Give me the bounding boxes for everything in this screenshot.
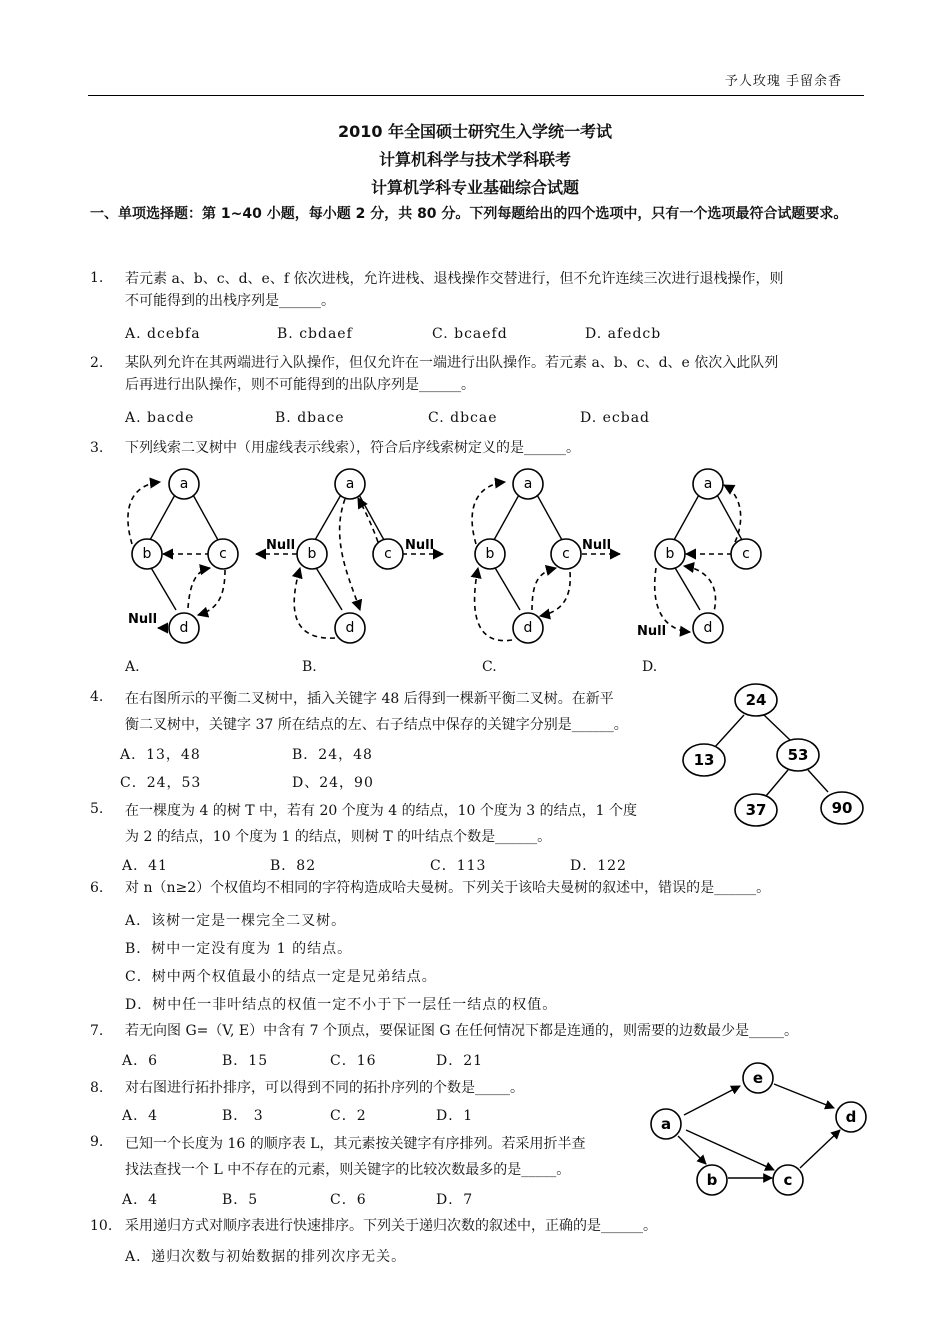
null-label: Null (266, 538, 296, 553)
option: A．41 (122, 858, 168, 874)
option: C. dbcae (428, 410, 498, 426)
option: C．113 (430, 858, 487, 874)
option: A．13，48 (120, 747, 201, 763)
null-label: Null (128, 612, 158, 627)
option: B．82 (270, 858, 317, 874)
question-line: 对 n（n≥2）个权值均不相同的字符构造成哈夫曼树。下列关于该哈夫曼树的叙述中，错误的是______。 (125, 880, 771, 896)
option: A．递归次数与初始数据的排列次序无关。 (125, 1249, 407, 1265)
tree-node: c (384, 546, 392, 562)
tree-node: b (142, 546, 152, 562)
option: A．6 (122, 1053, 159, 1069)
question-line: 后再进行出队操作，则不可能得到的出队序列是______。 (125, 377, 475, 393)
tree-node: d (523, 620, 533, 636)
question-line: 在右图所示的平衡二叉树中，插入关键字 48 后得到一棵新平衡二叉树。在新平 (125, 691, 614, 707)
question-line: 下列线索二叉树中（用虚线表示线索），符合后序线索树定义的是______。 (125, 440, 580, 456)
option: C．2 (330, 1108, 367, 1124)
option: A. bacde (125, 410, 195, 426)
option: C．树中两个权值最小的结点一定是兄弟结点。 (125, 969, 437, 985)
tree-node: c (562, 546, 570, 562)
option: D. afedcb (585, 326, 662, 342)
tree-node: d (703, 620, 713, 636)
question-line: 衡二叉树中，关键字 37 所在结点的左、右子结点中保存的关键字分别是______。 (125, 717, 628, 733)
option: B．15 (222, 1053, 269, 1069)
question-line: 不可能得到的出栈序列是______。 (125, 293, 335, 309)
option: A．4 (122, 1108, 159, 1124)
exam-paper-title: 计算机学科专业基础综合试题 (370, 178, 579, 197)
question-number: 9. (90, 1134, 104, 1150)
avl-node: 13 (693, 751, 715, 769)
question-text (125, 1020, 865, 1042)
question-line: 已知一个长度为 16 的顺序表 L，其元素按关键字有序排列。若采用折半查 (125, 1136, 586, 1152)
null-label: Null (582, 538, 612, 553)
option: A．该树一定是一棵完全二叉树。 (125, 913, 347, 929)
avl-tree-figure (680, 680, 880, 830)
null-label: Null (405, 538, 435, 553)
tree-c (472, 469, 620, 643)
question-number: 1. (90, 270, 104, 286)
section-heading: 一、单项选择题：第 1~40 小题，每小题 2 分，共 80 分。下列每题给出的四个选项中，只有一个选项最符合试题要求。 (90, 206, 848, 222)
question-line: 若无向图 G=（V, E）中含有 7 个顶点，要保证图 G 在任何情况下都是连通的，则需要的边数最少是_____。 (125, 1023, 799, 1039)
tree-node: d (179, 620, 189, 636)
exam-subtitle: 计算机科学与技术学科联考 (378, 150, 571, 169)
question-text (125, 1077, 625, 1099)
question-line: 为 2 的结点，10 个度为 1 的结点，则树 T 的叶结点个数是______。 (125, 829, 552, 845)
option: B．24，48 (292, 747, 373, 763)
option: D．122 (570, 858, 627, 874)
option: C. bcaefd (432, 326, 508, 342)
option: D．1 (436, 1108, 474, 1124)
threaded-trees-figure (0, 460, 950, 680)
avl-node: 53 (787, 746, 809, 764)
dag-node: c (783, 1171, 793, 1189)
avl-node: 90 (831, 799, 853, 817)
option: B．5 (222, 1192, 259, 1208)
tree-node: c (219, 546, 227, 562)
question-number: 4. (90, 689, 104, 705)
option: D. ecbad (580, 410, 651, 426)
null-label: Null (637, 624, 667, 639)
question-number: 2. (90, 355, 104, 371)
question-text (125, 437, 865, 459)
question-line: 对右图进行拓扑排序，可以得到不同的拓扑序列的个数是_____。 (125, 1080, 524, 1096)
dag-figure (648, 1060, 878, 1200)
question-text (125, 352, 865, 396)
question-line: 找法查找一个 L 中不存在的元素，则关键字的比较次数最多的是_____。 (125, 1162, 571, 1178)
option: B． 3 (222, 1108, 264, 1124)
question-text (125, 686, 685, 738)
option: D．7 (436, 1192, 474, 1208)
tree-a (128, 469, 238, 643)
tree-node: b (665, 546, 675, 562)
option: B. cbdaef (277, 326, 353, 342)
tree-node: a (523, 476, 533, 492)
option: A. dcebfa (125, 326, 201, 342)
option: B. dbace (275, 410, 345, 426)
header-rule (88, 95, 864, 96)
question-text (125, 268, 865, 312)
figure-label: B. (302, 659, 317, 675)
option: C．24，53 (120, 775, 202, 791)
question-text (125, 1215, 865, 1237)
tree-node: a (345, 476, 355, 492)
question-line: 采用递归方式对顺序表进行快速排序。下列关于递归次数的叙述中，正确的是______。 (125, 1218, 657, 1234)
tree-node: a (703, 476, 713, 492)
dag-node: a (660, 1115, 672, 1133)
question-number: 8. (90, 1080, 104, 1096)
question-number: 6. (90, 880, 104, 896)
figure-label: D. (642, 659, 658, 675)
question-number: 3. (90, 440, 104, 456)
tree-node: c (742, 546, 750, 562)
header-note: 予人玫瑰 手留余香 (724, 74, 842, 89)
figure-label: C. (482, 659, 497, 675)
option: C．6 (330, 1192, 367, 1208)
avl-node: 24 (745, 691, 767, 709)
option: B．树中一定没有度为 1 的结点。 (125, 941, 353, 957)
avl-node: 37 (745, 801, 767, 819)
tree-node: b (485, 546, 495, 562)
figure-label: A. (125, 659, 140, 675)
exam-title: 2010 年全国硕士研究生入学统一考试 (337, 122, 613, 141)
dag-node: b (706, 1171, 718, 1189)
tree-node: b (307, 546, 317, 562)
question-line: 若元素 a、b、c、d、e、f 依次进栈，允许进栈、退栈操作交替进行，但不允许连续三次进行退栈操作，则 (125, 271, 784, 287)
option: A．4 (122, 1192, 159, 1208)
dag-node: d (845, 1108, 857, 1126)
question-text (125, 877, 865, 899)
dag-node: e (752, 1069, 764, 1087)
question-number: 7. (90, 1023, 104, 1039)
tree-d (637, 469, 761, 643)
tree-b (256, 469, 443, 643)
option: C．16 (330, 1053, 377, 1069)
question-line: 某队列允许在其两端进行入队操作，但仅允许在一端进行出队操作。若元素 a、b、c、d、e 依次入此队列 (125, 355, 779, 371)
question-text (125, 1131, 645, 1183)
tree-node: d (345, 620, 355, 636)
question-number: 10. (90, 1218, 113, 1234)
question-text (125, 798, 685, 850)
question-number: 5. (90, 801, 104, 817)
option: D．树中任一非叶结点的权值一定不小于下一层任一结点的权值。 (125, 997, 558, 1013)
option: D、24，90 (292, 775, 374, 791)
question-line: 在一棵度为 4 的树 T 中，若有 20 个度为 4 的结点，10 个度为 3 的结点，1 个度 (125, 803, 637, 819)
tree-node: a (179, 476, 189, 492)
option: D．21 (436, 1053, 484, 1069)
